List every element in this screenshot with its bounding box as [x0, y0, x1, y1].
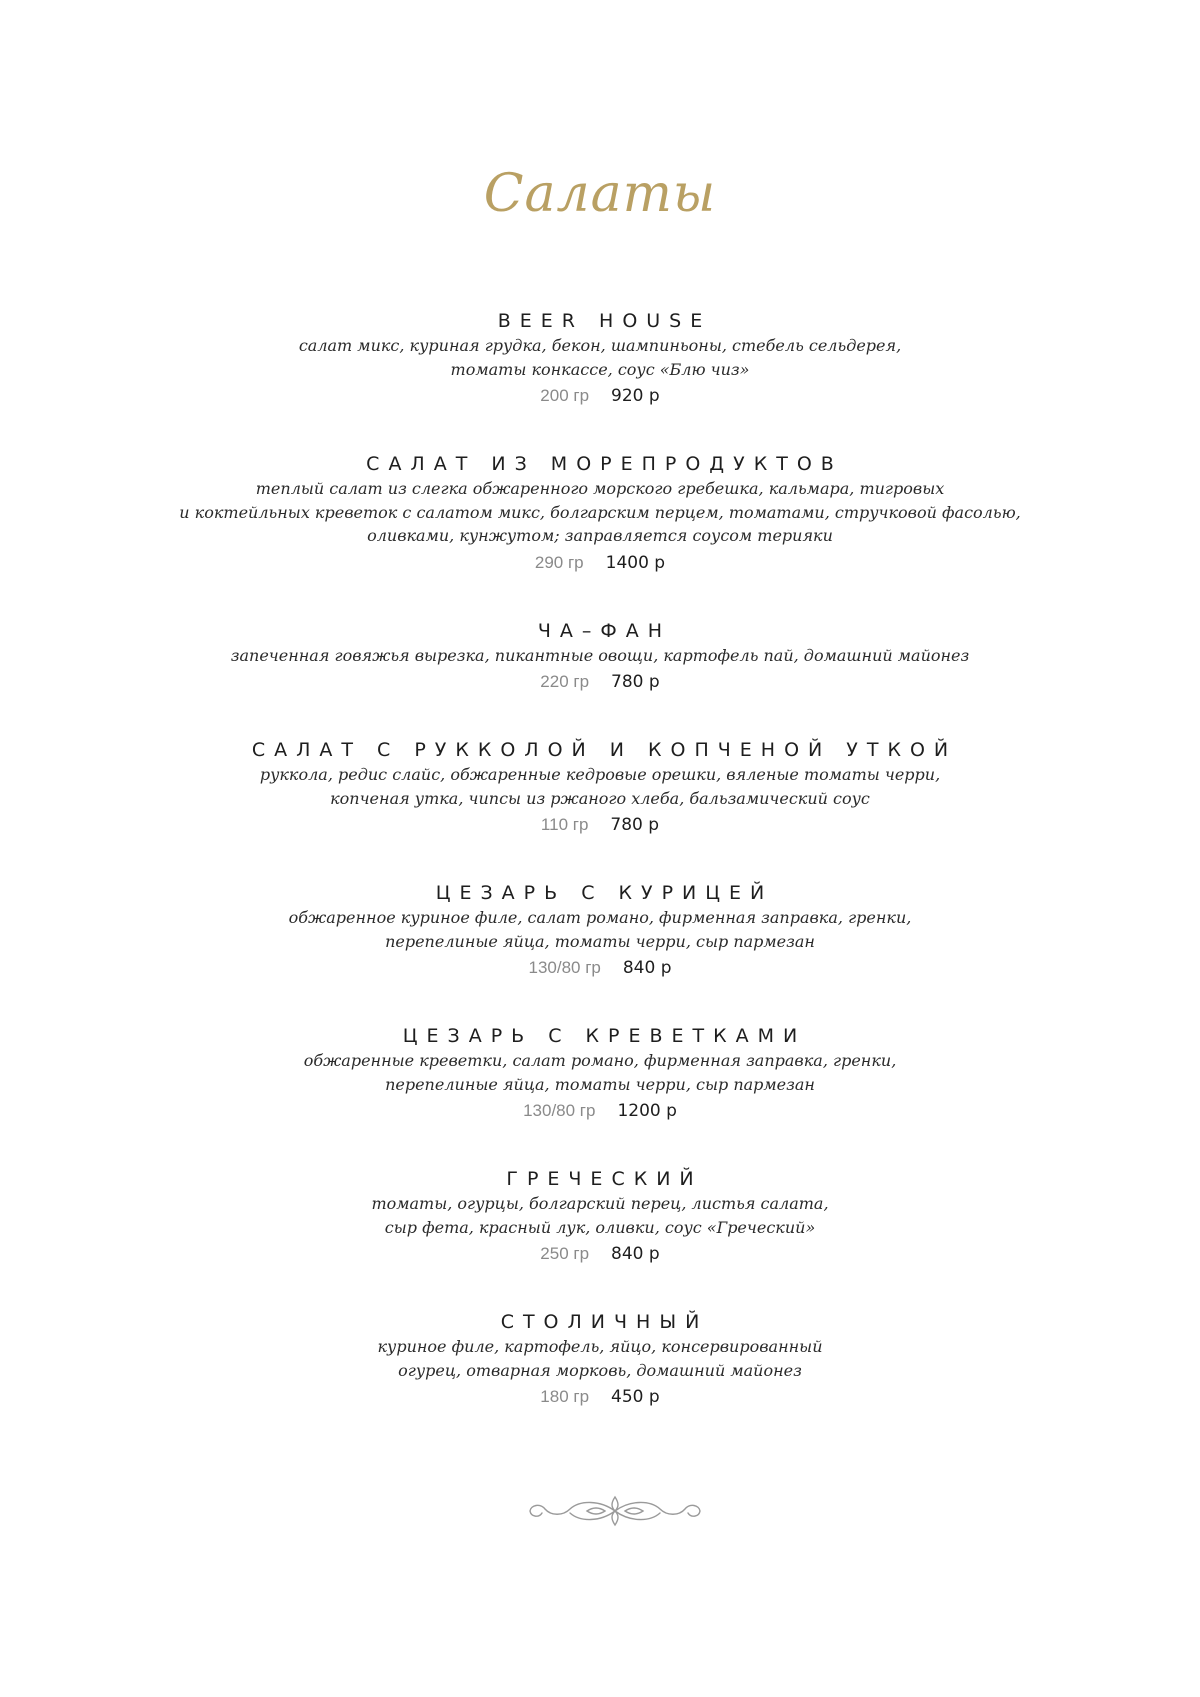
menu-item — [0, 308, 1200, 410]
menu-item-weight: 200 гр — [540, 386, 590, 405]
menu-item-description: руккола, редис слайс, обжаренные кедровые орешки, вяленые томаты черри, копченая утка, чипсы из ржаного хлеба, бальзамический соус — [259, 765, 941, 808]
menu-item-price: 920 р — [611, 386, 660, 406]
menu-item-meta — [0, 669, 1200, 696]
menu-item — [0, 880, 1200, 982]
menu-item-meta — [0, 550, 1200, 577]
menu-item — [0, 1023, 1200, 1125]
menu-item-name: ГРЕЧЕСКИЙ — [506, 1168, 703, 1190]
menu-item-meta — [0, 1241, 1200, 1268]
salad-menu-list — [0, 308, 1200, 1411]
menu-item-price: 840 р — [611, 1244, 660, 1264]
menu-item-name: ЧА–ФАН — [537, 619, 672, 642]
menu-item-meta — [0, 812, 1200, 839]
menu-item — [0, 451, 1200, 577]
menu-item-weight: 290 гр — [534, 552, 584, 572]
menu-item-price: 840 р — [622, 958, 672, 978]
menu-item-meta — [0, 383, 1200, 410]
menu-item-weight: 130/80 гр — [523, 1101, 596, 1120]
menu-item-name: САЛАТ ИЗ МОРЕПРОДУКТОВ — [366, 453, 843, 475]
menu-item-price: 450 р — [611, 1387, 660, 1407]
menu-item-name: ЦЕЗАРЬ С КРЕВЕТКАМИ — [402, 1025, 807, 1047]
menu-item — [0, 1166, 1200, 1268]
flourish-divider-icon — [525, 1492, 705, 1530]
menu-item-weight: 180 гр — [540, 1387, 590, 1406]
menu-item-name: ЦЕЗАРЬ С КУРИЦЕЙ — [435, 882, 774, 904]
menu-item-price: 780 р — [611, 672, 660, 692]
menu-item-description: теплый салат из слегка обжаренного морского гребешка, кальмара, тигровых и коктейльных креветок с салатом микс, болгарским перцем, томатами, стручковой фасолью, оливками, кунжутом; заправляется соусом терияки — [179, 479, 1021, 545]
menu-item-description: куриное филе, картофель, яйцо, консервированный огурец, отварная морковь, домашний майонез — [377, 1337, 823, 1380]
menu-item-meta — [0, 955, 1200, 982]
menu-item — [0, 618, 1200, 697]
menu-item-meta — [0, 1384, 1200, 1411]
menu-item-price: 780 р — [610, 815, 660, 835]
menu-item-weight: 110 гр — [540, 815, 589, 834]
menu-item-weight: 250 гр — [540, 1244, 590, 1263]
menu-item — [0, 1309, 1200, 1411]
menu-item-meta — [0, 1098, 1200, 1125]
menu-item-name: BEER HOUSE — [497, 310, 712, 332]
menu-item-description: запеченная говяжья вырезка, пикантные овощи, картофель пай, домашний майонез — [230, 645, 970, 665]
menu-item-description: обжаренные креветки, салат романо, фирменная заправка, гренки, перепелиные яйца, томаты черри, сыр пармезан — [303, 1051, 897, 1094]
menu-item-description: салат микс, куриная грудка, бекон, шампиньоны, стебель сельдерея, томаты конкассе, соус «Блю чиз» — [298, 336, 902, 379]
menu-item-name: СТОЛИЧНЫЙ — [500, 1311, 709, 1333]
menu-item-description: обжаренное куриное филе, салат романо, фирменная заправка, гренки, перепелиные яйца, томаты черри, сыр пармезан — [288, 908, 912, 951]
menu-item-price: 1200 р — [617, 1101, 677, 1121]
page-title: Салаты — [483, 164, 717, 224]
menu-item-price: 1400 р — [605, 552, 666, 573]
menu-item-description: томаты, огурцы, болгарский перец, листья салата, сыр фета, красный лук, оливки, соус «Греческий» — [371, 1194, 829, 1237]
menu-item-name: САЛАТ С РУККОЛОЙ И КОПЧЕНОЙ УТКОЙ — [251, 739, 958, 761]
menu-item — [0, 737, 1200, 839]
menu-item-weight: 130/80 гр — [528, 958, 601, 977]
menu-item-weight: 220 гр — [540, 672, 590, 691]
